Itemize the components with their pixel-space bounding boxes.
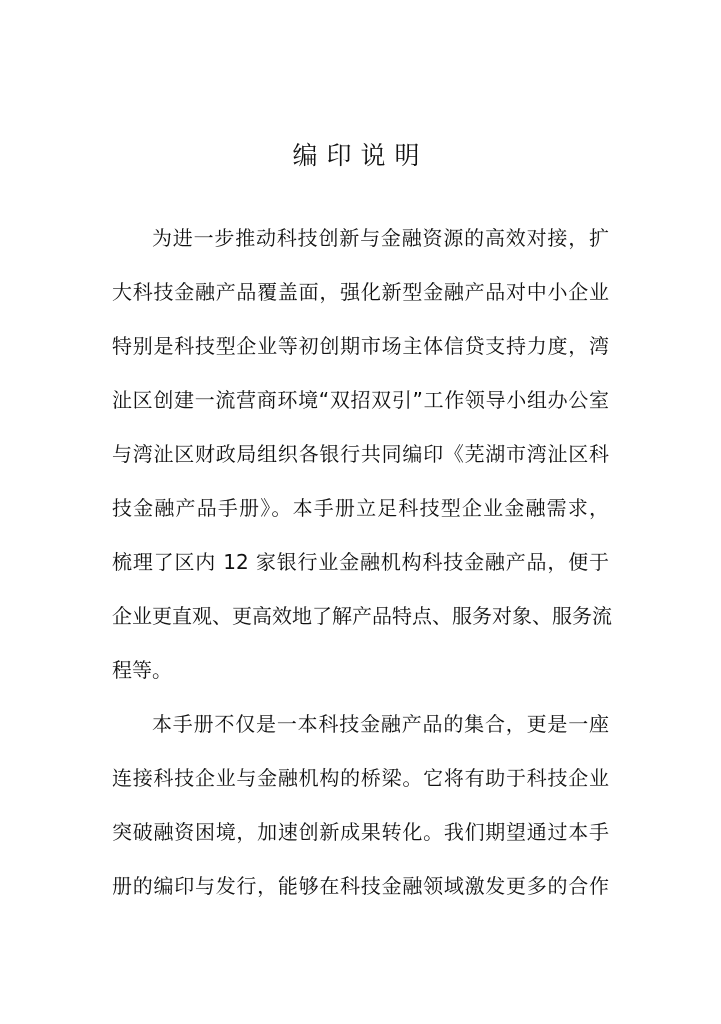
document-title: 编印说明 bbox=[292, 141, 429, 170]
paragraph-1-line-4: 沚区创建一流营商环境“双招双引”工作领导小组办公室 bbox=[112, 388, 609, 412]
paragraph-1-line-2: 大科技金融产品覆盖面，强化新型金融产品对中小企业 bbox=[112, 280, 609, 304]
paragraph-1-line-3: 特别是科技型企业等初创期市场主体信贷支持力度，湾 bbox=[112, 334, 609, 358]
paragraph-1-line-9: 程等。 bbox=[112, 658, 172, 682]
paragraph-2-line-4: 册的编印与发行，能够在科技金融领域激发更多的合作 bbox=[112, 874, 609, 898]
paragraph-1-line-8: 企业更直观、更高效地了解产品特点、服务对象、服务流 bbox=[112, 604, 612, 628]
paragraph-1-line-5: 与湾沚区财政局组织各银行共同编印《芜湖市湾沚区科 bbox=[112, 442, 609, 466]
paragraph-1-line-7: 梳理了区内 12 家银行业金融机构科技金融产品，便于 bbox=[112, 550, 609, 574]
paragraph-2-line-1: 本手册不仅是一本科技金融产品的集合，更是一座 bbox=[152, 712, 609, 736]
paragraph-2-line-3: 突破融资困境，加速创新成果转化。我们期望通过本手 bbox=[112, 820, 609, 844]
paragraph-2-line-2: 连接科技企业与金融机构的桥梁。它将有助于科技企业 bbox=[112, 766, 609, 790]
paragraph-1-line-1: 为进一步推动科技创新与金融资源的高效对接，扩 bbox=[152, 226, 609, 250]
paragraph-1-line-6: 技金融产品手册》。本手册立足科技型企业金融需求， bbox=[112, 496, 609, 520]
